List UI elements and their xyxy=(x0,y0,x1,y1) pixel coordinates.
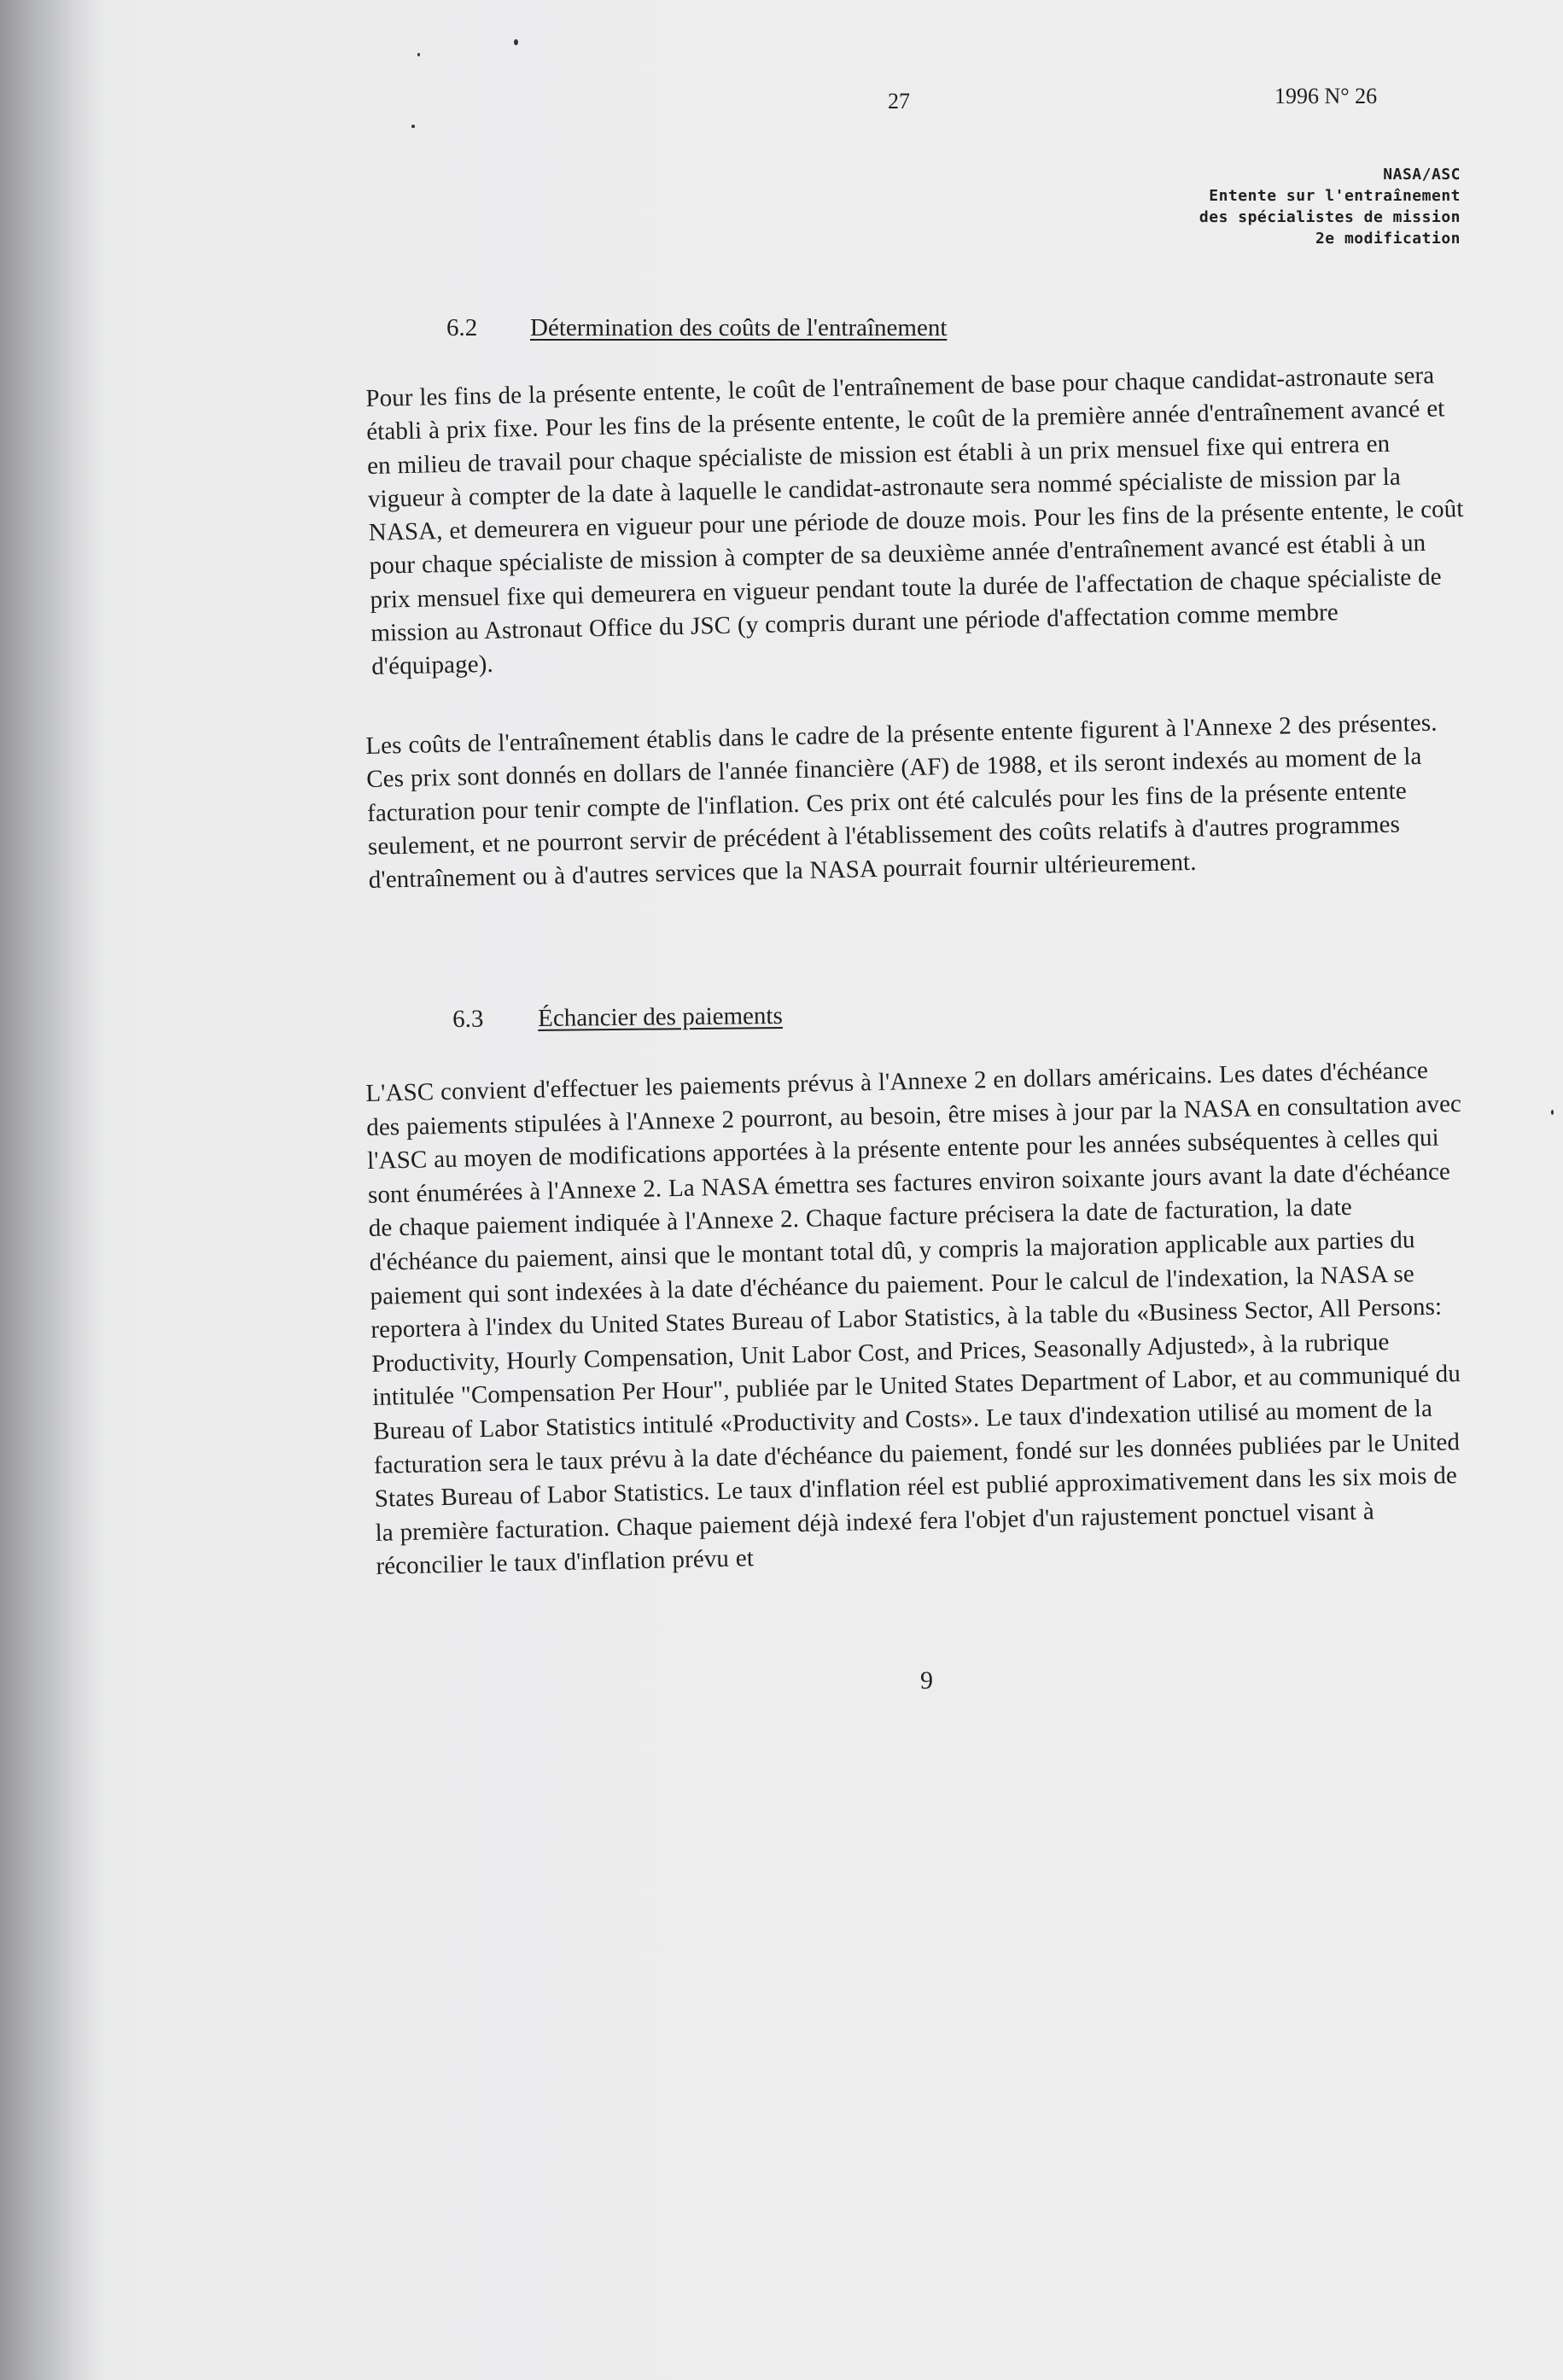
scan-speck xyxy=(417,53,420,56)
document-page-number: 9 xyxy=(920,1666,933,1695)
section-heading-6-2 xyxy=(446,314,947,342)
gazette-page-number: 27 xyxy=(888,89,910,114)
header-line: NASA/ASC xyxy=(1383,166,1461,184)
agreement-header xyxy=(1199,164,1461,249)
scan-speck xyxy=(411,125,415,128)
paragraph-6-3-payments: L'ASC convient d'effectuer les paiements prévus à l'Annexe 2 en dollars américains. Les dates d'échéance des paiements stipulées à l'Annexe 2 pourront, au besoin, être mises à jour par la NASA en consultation avec l'ASC au moyen de modifications apportées à la présente entente pour les années subséquentes à celles qui sont énumérées à l'Annexe 2. La NASA émettra ses factures environ soixante jours avant la date d'échéance de chaque paiement indiquée à l'Annexe 2. Chaque facture précisera la date de facturation, la date d'échéance du paiement, ainsi que le montant total dû, y compris la majoration applicable aux parties du paiement qui sont indexées à la date d'échéance du paiement. Pour le calcul de l'indexation, la NASA se reportera à l'index du United States Bureau of Labor Statistics, à la table du «Business Sector, All Persons: Productivity, Hourly Compensation, Unit Labor Cost, and Prices, Seasonally Adjusted», à la rubrique intitulée "Compensation Per Hour", publiée par le United States Department of Labor, et au communiqué du Bureau of Labor Statistics intitulé «Productivity and Costs». Le taux d'indexation utilisé au moment de la facturation sera le taux prévu à la date d'échéance du paiement, fondé sur les données publiées par le United States Bureau of Labor Statistics. Le taux d'inflation réel est publié approximativement dans les six mois de la première facturation. Chaque paiement déjà indexé fera l'objet d'un rajustement ponctuel visant à réconcilier le taux d'inflation prévu et xyxy=(365,1056,1462,1581)
header-line: Entente sur l'entraînement xyxy=(1209,187,1461,205)
gazette-reference: 1996 N° 26 xyxy=(1274,84,1378,108)
section-heading-6-3 xyxy=(452,1002,783,1034)
paragraph-6-2-costs: Pour les fins de la présente entente, le coût de l'entraînement de base pour chaque candidat-astronaute sera établi à prix fixe. Pour les fins de la présente entente, le coût de la première année d'entraînement avancé et en milieu de travail pour chaque spécialiste de mission est établi à un prix mensuel fixe qui entrera en vigueur à compter de la date à laquelle le candidat-astronaute sera nommé spécialiste de mission par la NASA, et demeurera en vigueur pour une période de douze mois. Pour les fins de la présente entente, le coût pour chaque spécialiste de mission à compter de sa deuxième année d'entraînement avancé est établi à un prix mensuel fixe qui demeurera en vigueur pendant toute la durée de l'affectation de chaque spécialiste de mission au Astronaut Office du JSC (y compris durant une période d'affectation comme membre d'équipage). xyxy=(365,361,1464,681)
scan-speck xyxy=(1551,1110,1554,1115)
header-line: 2e modification xyxy=(1315,230,1461,248)
binding-shadow xyxy=(0,0,102,2380)
section-number: 6.2 xyxy=(446,314,478,341)
section-title: Détermination des coûts de l'entraînement xyxy=(530,314,948,341)
section-title: Échancier des paiements xyxy=(537,1001,783,1032)
paragraph-6-2-prices: Les coûts de l'entraînement établis dans le cadre de la présente entente figurent à l'Annexe 2 des présentes. Ces prix sont donnés en dollars de l'année financière (AF) de 1988, et ils seront indexés au moment de la facturation pour tenir compte de l'inflation. Ces prix ont été calculés pour les fins de la présente entente seulement, et ne pourront servir de précédent à l'établissement des coûts relatifs à d'autres programmes d'entraînement ou à d'autres services que la NASA pourrait fournir ultérieurement. xyxy=(365,709,1438,895)
header-line: des spécialistes de mission xyxy=(1198,208,1461,226)
scan-speck xyxy=(514,39,518,45)
section-number: 6.3 xyxy=(452,1005,484,1033)
